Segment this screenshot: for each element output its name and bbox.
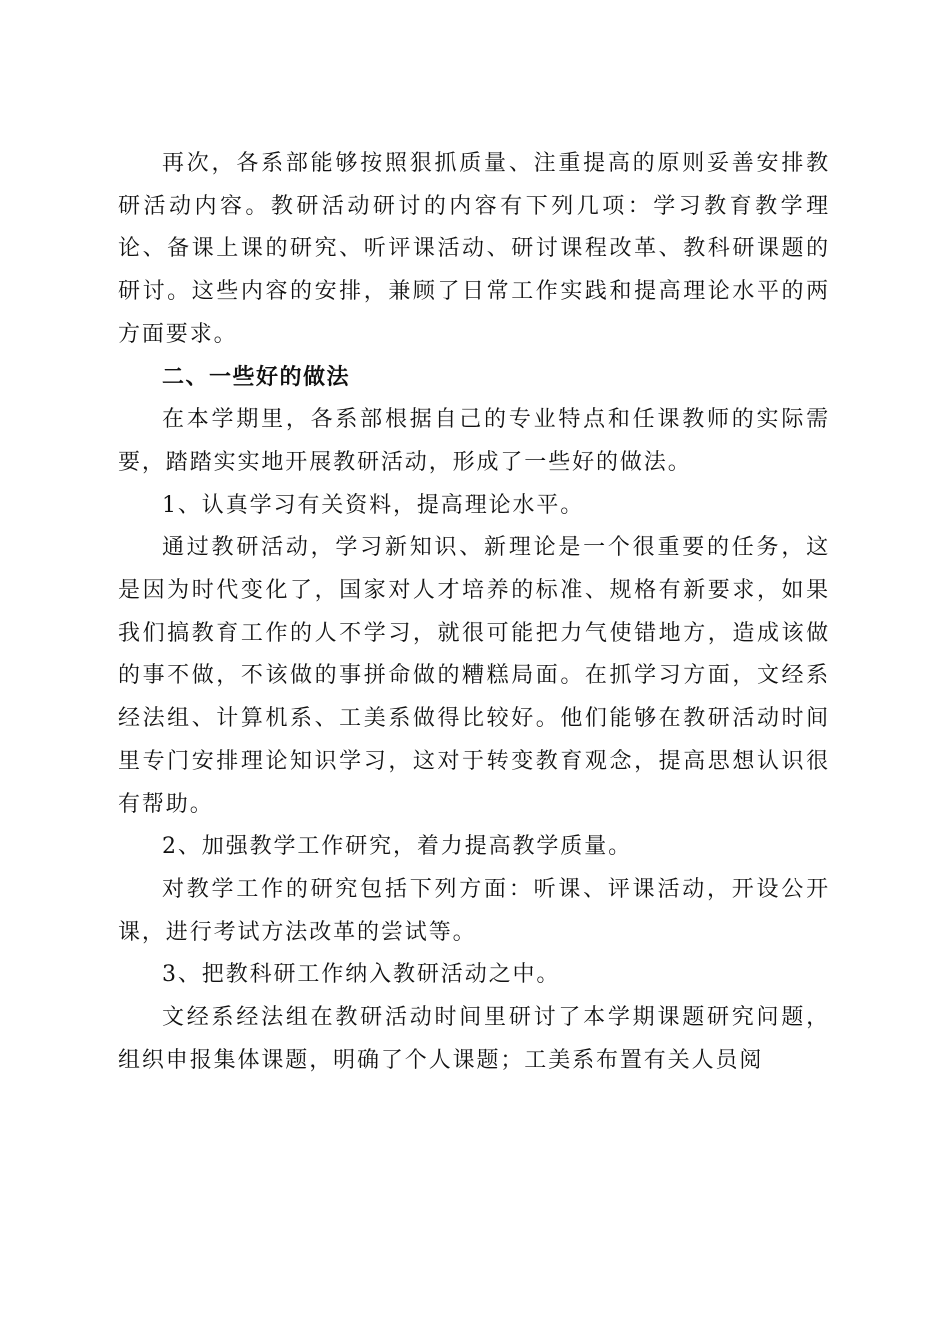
- paragraph-item-3-body: 文经系经法组在教研活动时间里研讨了本学期课题研究问题，组织申报集体课题，明确了个人课题；工美系布置有关人员阅: [118, 1005, 830, 1073]
- paragraph-item-1-body: 通过教研活动，学习新知识、新理论是一个很重要的任务，这是因为时代变化了，国家对人才培养的标准、规格有新要求，如果我们搞教育工作的人不学习，就很可能把力气使错地方，造成该做的事不做，不该做的事拼命做的糟糕局面。在抓学习方面，文经系经法组、计算机系、工美系做得比较好。他们能够在教研活动时间里专门安排理论知识学习，这对于转变教育观念，提高思想认识很有帮助。: [118, 535, 830, 817]
- subheading-item-2: 2、加强教学工作研究，着力提高教学质量。: [162, 834, 632, 860]
- paragraph-content-arrangement: 再次，各系部能够按照狠抓质量、注重提高的原则妥善安排教研活动内容。教研活动研讨的内容有下列几项：学习教育教学理论、备课上课的研究、听评课活动、研讨课程改革、教科研课题的研讨。这些内容的安排，兼顾了日常工作实践和提高理论水平的两方面要求。: [118, 151, 830, 347]
- paragraph-intro-good-practices: 在本学期里，各系部根据自己的专业特点和任课教师的实际需要，踏踏实实地开展教研活动，形成了一些好的做法。: [118, 407, 830, 475]
- subheading-item-3: 3、把教科研工作纳入教研活动之中。: [162, 962, 561, 988]
- subheading-item-1: 1、认真学习有关资料，提高理论水平。: [162, 492, 585, 518]
- section-heading-good-practices: 二、一些好的做法: [162, 364, 351, 390]
- document-body: [118, 143, 830, 1082]
- paragraph-item-2-body: 对教学工作的研究包括下列方面：听课、评课活动，开设公开课，进行考试方法改革的尝试等。: [118, 876, 830, 945]
